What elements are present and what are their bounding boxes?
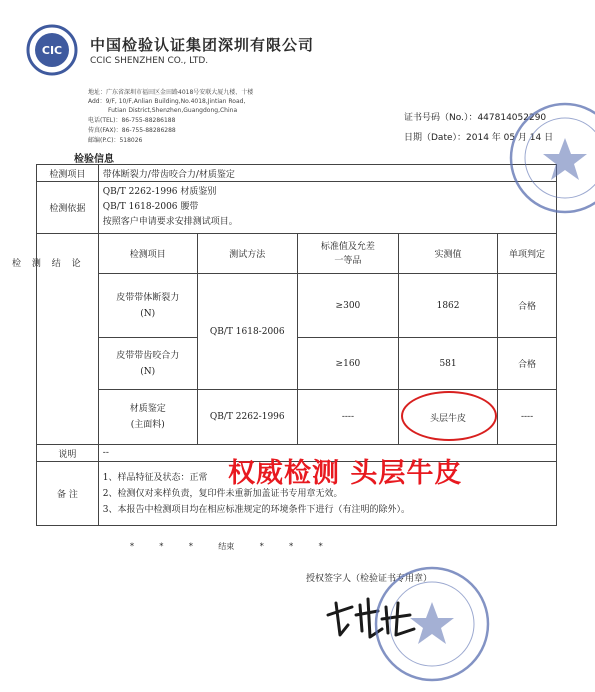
result-method: QB/T 2262-1996 <box>197 390 297 445</box>
note-value: -- <box>98 445 556 462</box>
address-line: Add：9/F, 10/F,Anlian Building,No.4018,Jintian Road, <box>88 98 246 105</box>
company-name-en: CCIC SHENZHEN CO., LTD. <box>90 56 209 66</box>
result-method: QB/T 1618-2006 <box>197 274 297 390</box>
remark-line: 1、样品特征及状态：正常 <box>102 472 208 483</box>
basis-line: QB/T 2262-1996 材质鉴别 <box>102 187 217 197</box>
section-title: 检验信息 <box>74 154 114 165</box>
result-item: 皮带带齿咬合力 (N) <box>98 338 197 390</box>
end-marker: * * * 结束 * * * <box>130 542 323 551</box>
seal-stamp <box>362 562 502 682</box>
remark-line: 3、本报告中检测项目均在相应标准规定的环境条件下进行（有注明的除外）。 <box>102 504 411 515</box>
result-standard: ≥300 <box>297 274 398 338</box>
basis-line: QB/T 1618-2006 腰带 <box>102 202 199 212</box>
result-measured: 头层牛皮 <box>398 390 497 445</box>
col-header-item: 检测项目 <box>98 234 197 274</box>
result-verdict: ---- <box>498 390 557 445</box>
certificate-date: 日期（Date）：2014 年 05 月 14 日 <box>404 133 554 143</box>
remark-label: 备 注 <box>37 462 99 526</box>
result-verdict: 合格 <box>498 274 557 338</box>
tel-line: 电话(TEL)：86-755-88286188 <box>88 117 176 124</box>
result-verdict: 合格 <box>498 338 557 390</box>
signer-label: 授权签字人（检验证书专用章） <box>306 574 433 584</box>
ccic-logo <box>26 24 78 76</box>
col-header-verdict: 单项判定 <box>498 234 557 274</box>
col-header-standard: 标准值及允差 一等品 <box>297 234 398 274</box>
col-header-method: 测试方法 <box>197 234 297 274</box>
address-line: Futian District,Shenzhen,Guangdong,China <box>108 107 238 114</box>
highlight-circle <box>401 391 497 441</box>
promo-overlay-text: 权威检测 头层牛皮 <box>228 458 463 489</box>
basis-label: 检测依据 <box>37 182 99 234</box>
item-label: 检测项目 <box>37 165 99 182</box>
address-line: 地址：广东省深圳市福田区金田路4018号安联大厦九楼、十楼 <box>88 89 254 96</box>
result-standard: ≥160 <box>297 338 398 390</box>
basis-line: 按照客户申请要求安排测试项目。 <box>102 217 238 227</box>
result-standard: ---- <box>297 390 398 445</box>
certificate-number: 证书号码（No.）：447814052290 <box>404 113 547 123</box>
note-label: 说明 <box>37 445 99 462</box>
result-measured: 581 <box>398 338 497 390</box>
postcode-line: 邮编(P.C)：518026 <box>88 137 143 144</box>
remark-line: 2、检测仅对来样负责，复印件未重新加盖证书专用章无效。 <box>102 488 343 499</box>
result-item: 皮带带体断裂力 (N) <box>98 274 197 338</box>
col-header-measured: 实测值 <box>398 234 497 274</box>
item-value: 带体断裂力/带齿咬合力/材质鉴定 <box>98 165 556 182</box>
result-measured: 1862 <box>398 274 497 338</box>
seal-stamp <box>505 98 595 218</box>
svg-text:CIC: CIC <box>41 44 63 57</box>
conclusion-label: 检 测 结 论 <box>12 259 85 269</box>
company-name-cn: 中国检验认证集团深圳有限公司 <box>90 36 315 54</box>
result-item: 材质鉴定 (主面料) <box>98 390 197 445</box>
fax-line: 传真(FAX)：86-755-88286288 <box>88 127 176 134</box>
